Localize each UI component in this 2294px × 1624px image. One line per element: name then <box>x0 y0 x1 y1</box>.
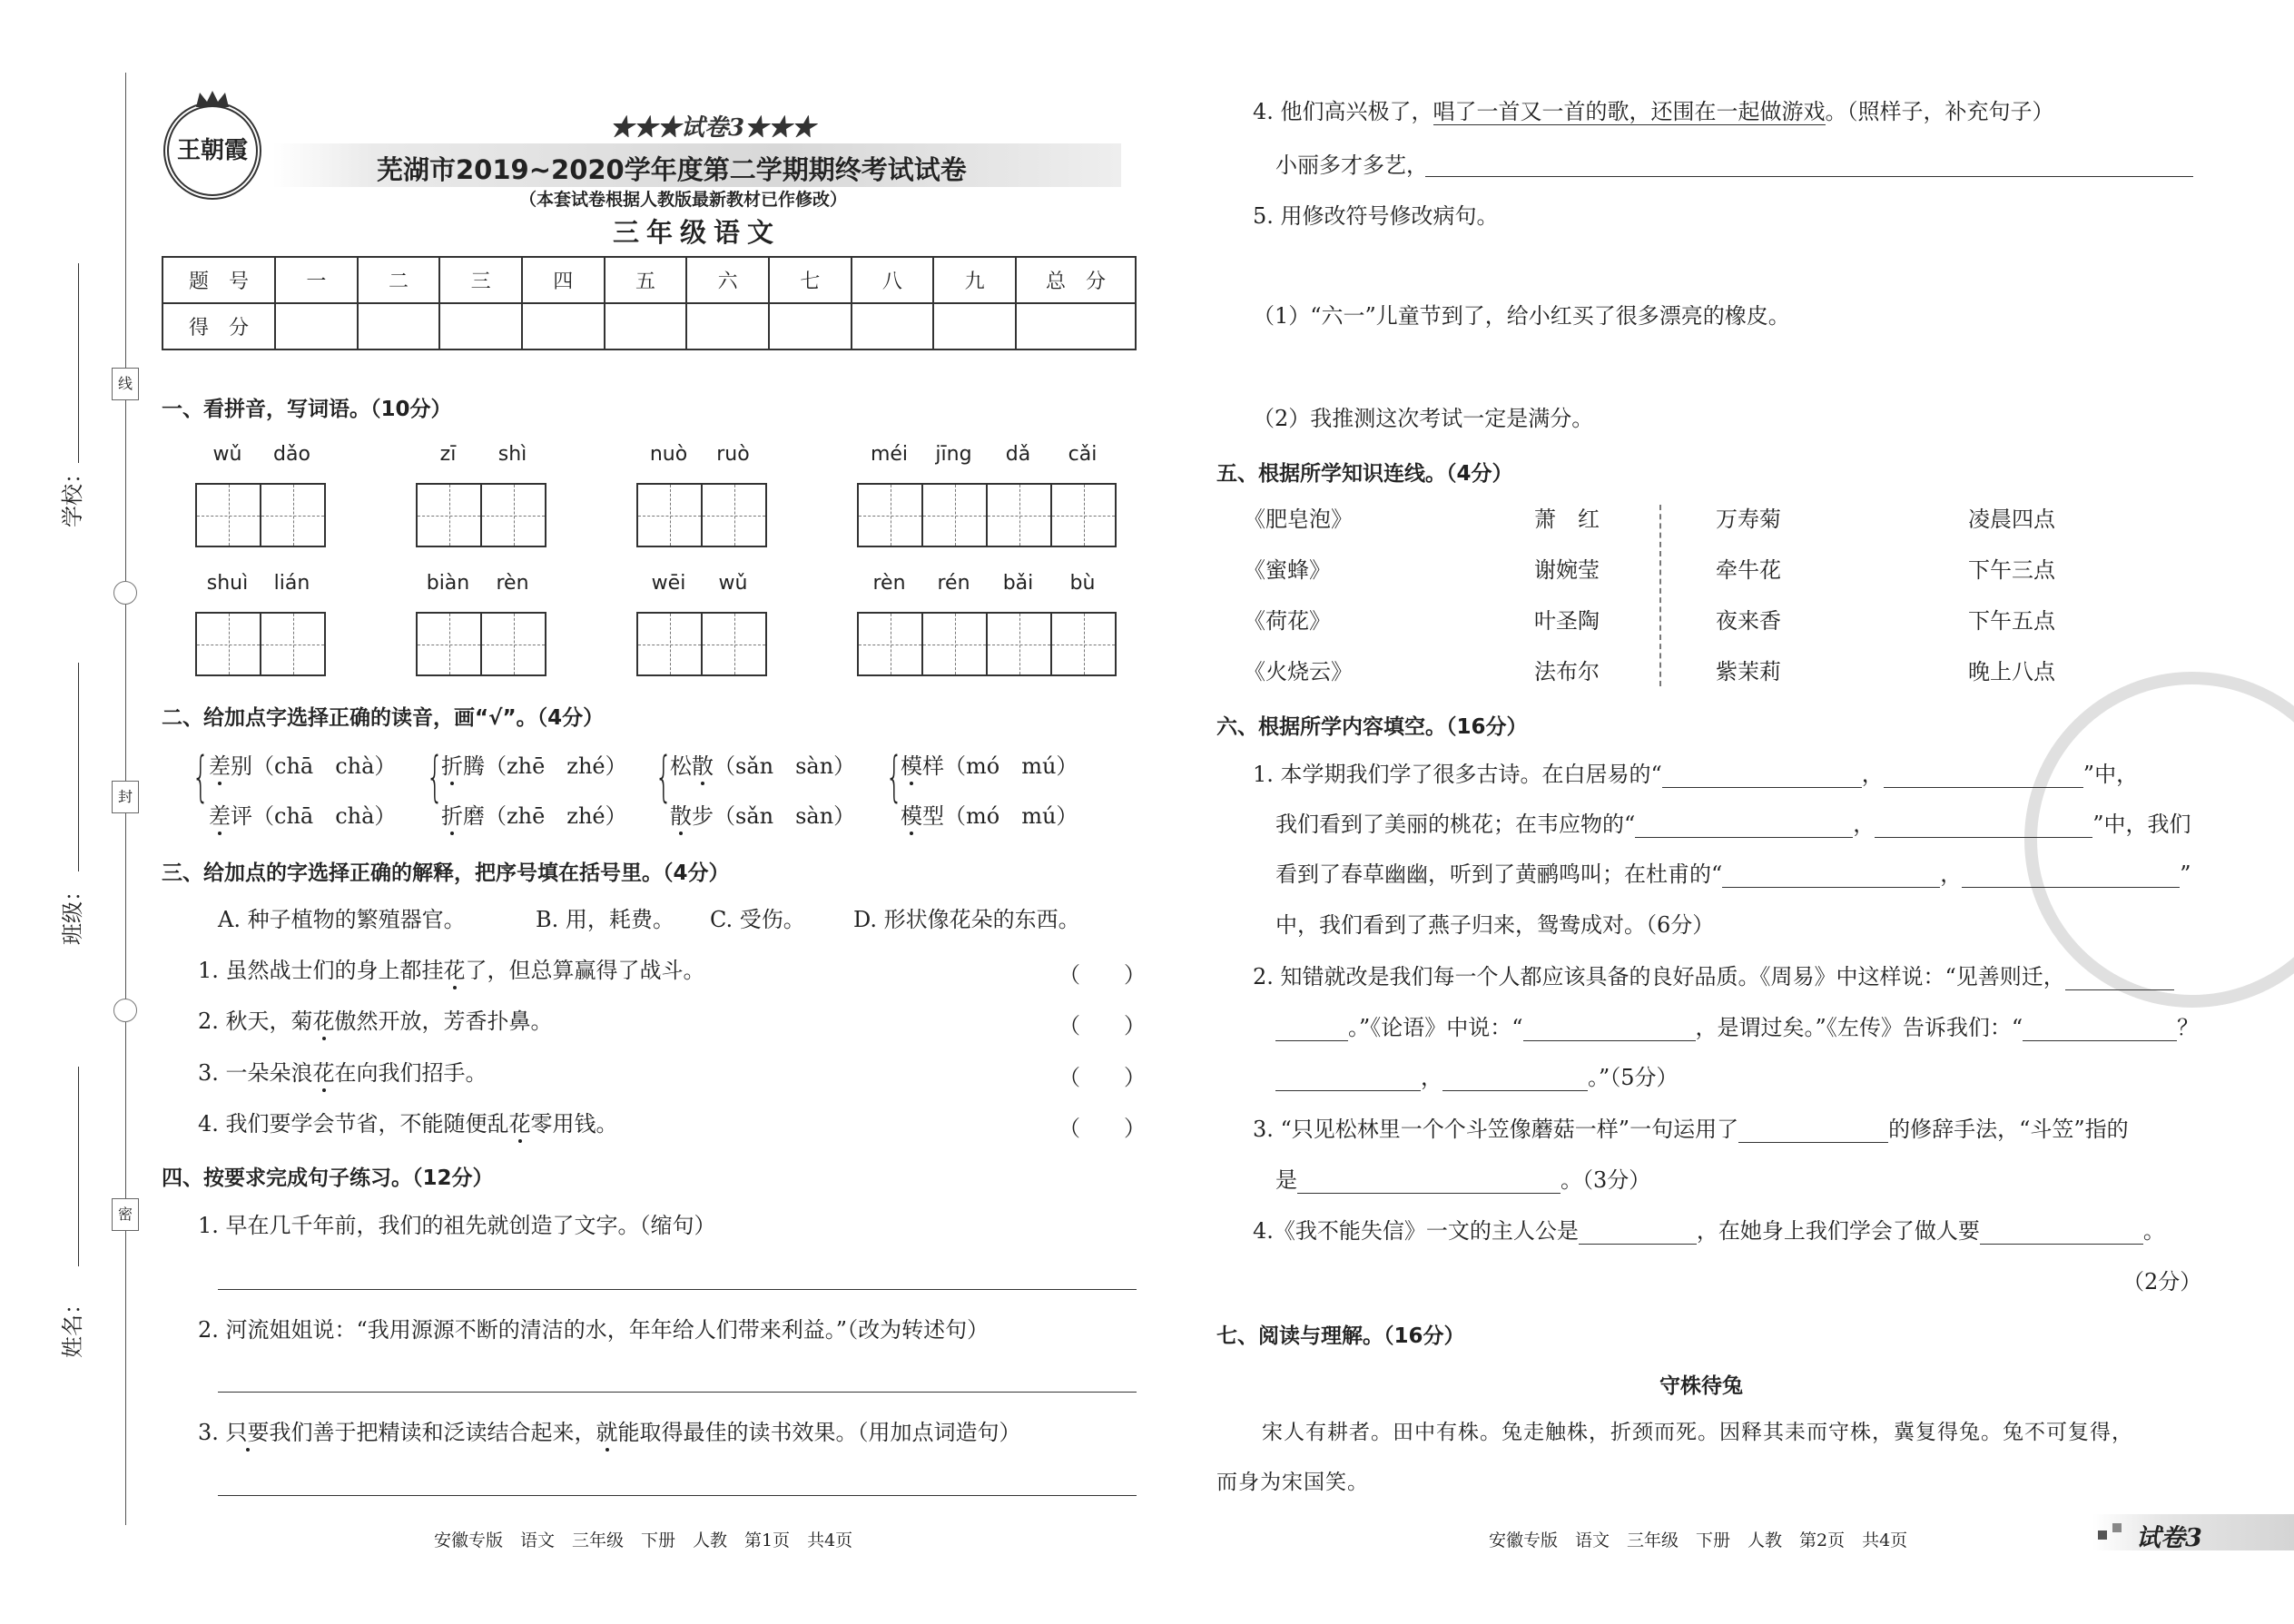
answer-parens[interactable]: （ ） <box>1058 1065 1146 1090</box>
question-item: 3. 一朵朵浪花在向我们招手。 <box>198 1060 487 1086</box>
match-item[interactable]: 《蜜蜂》 <box>1244 557 1331 583</box>
section-1-heading: 一、看拼音，写词语。（10分） <box>162 398 452 421</box>
score-table: 题 号 一 二 三 四 五 六 七 八 九 总 分 得 分 <box>162 256 1137 350</box>
cut-mark-3: 密 <box>112 1198 139 1231</box>
match-item[interactable]: 牵牛花 <box>1716 557 1781 583</box>
score-cell[interactable] <box>522 303 605 349</box>
answer-parens[interactable]: （ ） <box>1058 1116 1146 1141</box>
writing-box[interactable] <box>197 485 261 546</box>
question-item: 3. 只要我们善于把精读和泛读结合起来，就能取得最佳的读书效果。（用加点词造句） <box>198 1420 1021 1445</box>
brace: { <box>192 745 210 809</box>
pinyin-group: biàn rèn <box>416 572 546 676</box>
cut-mark-1: 线 <box>112 368 139 400</box>
match-item[interactable]: 万寿菊 <box>1716 507 1781 532</box>
class-field: 班级： <box>56 663 93 944</box>
writing-box[interactable] <box>638 614 703 674</box>
score-cell[interactable] <box>605 303 687 349</box>
confidential-stamp <box>2024 672 2294 1008</box>
writing-box[interactable] <box>703 614 765 674</box>
tab-label: 试卷3 <box>2136 1524 2202 1552</box>
section-3-heading: 三、给加点的字选择正确的解释，把序号填在括号里。（4分） <box>162 861 730 885</box>
question-item: 2. 知错就改是我们每一个人都应该具备的良好品质。《周易》中这样说：“见善则迁， <box>1253 963 2174 990</box>
writing-box[interactable] <box>1052 614 1115 674</box>
brace: { <box>885 745 903 809</box>
match-item[interactable]: 紫茉莉 <box>1716 659 1781 684</box>
pinyin-group: rèn rén bǎi bù <box>857 572 1117 676</box>
question-item: 2. 河流姐姐说：“我用源源不断的清洁的水，年年给人们带来利益。”（改为转述句） <box>198 1317 989 1343</box>
pinyin-group: zī shì <box>416 443 546 547</box>
footer-right: 安徽专版 语文 三年级 下册 人教 第2页 共4页 <box>1489 1530 1908 1550</box>
answer-parens[interactable]: （ ） <box>1058 1013 1146 1038</box>
answer-line[interactable] <box>1425 176 2193 177</box>
writing-box[interactable] <box>261 485 324 546</box>
section-4-heading: 四、按要求完成句子练习。（12分） <box>162 1166 494 1190</box>
match-item[interactable]: 晚上八点 <box>1968 659 2055 684</box>
writing-box[interactable] <box>197 614 261 674</box>
question-item: 4. 我们要学会节省，不能随便乱花零用钱。 <box>198 1111 618 1137</box>
match-item[interactable]: 夜来香 <box>1716 608 1781 634</box>
match-item[interactable]: 《肥皂泡》 <box>1244 507 1353 532</box>
passage-title: 守株待兔 <box>1659 1374 1743 1398</box>
reading-option[interactable]: 差评（chā chà） <box>209 803 397 829</box>
subject-title: 三年级语文 <box>613 217 782 248</box>
question-item: 1. 本学期我们学了很多古诗。在白居易的“ ， ”中， <box>1253 762 2139 787</box>
score-cell[interactable] <box>686 303 769 349</box>
writing-box[interactable] <box>703 485 765 546</box>
option-a: A. 种子植物的繁殖器官。 <box>218 907 466 932</box>
answer-line[interactable] <box>218 1289 1137 1290</box>
brace: { <box>426 745 444 809</box>
question-item: ， 。”（5分） <box>1275 1064 1679 1091</box>
writing-box[interactable] <box>859 485 923 546</box>
score-cell[interactable] <box>439 303 522 349</box>
question-item: 2. 秋天，菊花傲然开放，芳香扑鼻。 <box>198 1009 553 1034</box>
question-item: 1. 虽然战士们的身上都挂花了，但总算赢得了战斗。 <box>198 958 705 983</box>
footer-left: 安徽专版 语文 三年级 下册 人教 第1页 共4页 <box>434 1530 853 1550</box>
writing-box[interactable] <box>859 614 923 674</box>
paper-label: ★★★试卷3★★★ <box>610 114 816 142</box>
writing-box[interactable] <box>418 485 482 546</box>
section-7-heading: 七、阅读与理解。（16分） <box>1216 1324 1465 1348</box>
question-item: 看到了春草幽幽，听到了黄鹂鸣叫；在杜甫的“ ， ” <box>1275 861 2191 887</box>
option-c: C. 受伤。 <box>710 907 805 932</box>
writing-box[interactable] <box>988 485 1052 546</box>
page-title: 芜湖市2019~2020学年度第二学期期终考试试卷 <box>377 154 967 185</box>
match-item[interactable]: 谢婉莹 <box>1534 557 1600 583</box>
pinyin-group: wēi wǔ <box>636 572 767 676</box>
score-cell[interactable] <box>1016 303 1136 349</box>
score-cell[interactable] <box>358 303 440 349</box>
cut-mark-2: 封 <box>112 781 139 813</box>
option-d: D. 形状像花朵的东西。 <box>853 907 1080 932</box>
question-item: 我们看到了美丽的桃花；在韦应物的“ ， ”中，我们 <box>1275 812 2191 837</box>
section-6-heading: 六、根据所学内容填空。（16分） <box>1216 715 1528 739</box>
match-item[interactable]: 法布尔 <box>1534 659 1600 684</box>
reading-option[interactable]: 松散（sǎn sàn） <box>670 753 856 779</box>
brand-logo: 王朝霞 <box>163 102 261 200</box>
writing-box[interactable] <box>482 485 545 546</box>
option-b: B. 用，耗费。 <box>536 907 674 932</box>
writing-box[interactable] <box>988 614 1052 674</box>
writing-box[interactable] <box>261 614 324 674</box>
writing-box[interactable] <box>418 614 482 674</box>
pinyin-group: wǔ dǎo <box>195 443 326 547</box>
binding-ornament <box>113 999 137 1022</box>
question-item: （1）“六一”儿童节到了，给小红买了很多漂亮的橡皮。 <box>1253 303 1790 329</box>
writing-box[interactable] <box>638 485 703 546</box>
question-item: 4. 他们高兴极了，唱了一首又一首的歌，还围在一起做游戏。（照样子，补充句子） <box>1253 99 2054 124</box>
brace: { <box>655 745 673 809</box>
answer-line[interactable] <box>218 1495 1137 1496</box>
school-field: 学校： <box>56 263 93 527</box>
question-item: （2）我推测这次考试一定是满分。 <box>1253 406 1594 431</box>
writing-box[interactable] <box>923 485 988 546</box>
page-tab <box>2092 1514 2294 1550</box>
fill-prompt: 小丽多才多艺， <box>1275 153 1428 178</box>
score-cell[interactable] <box>852 303 934 349</box>
score-cell[interactable] <box>275 303 358 349</box>
match-item[interactable]: 凌晨四点 <box>1968 507 2055 532</box>
tab-marker <box>2098 1530 2107 1540</box>
question-item: 5. 用修改符号修改病句。 <box>1253 203 1499 229</box>
crown-icon <box>194 89 231 109</box>
reading-option[interactable]: 模样（mó mú） <box>901 753 1078 779</box>
divider <box>1659 505 1661 686</box>
binding-ornament <box>113 581 137 605</box>
pinyin-group: nuò ruò <box>636 443 767 547</box>
writing-box[interactable] <box>482 614 545 674</box>
answer-line[interactable] <box>218 1392 1137 1393</box>
match-item[interactable]: 《火烧云》 <box>1244 659 1353 684</box>
question-item: 4.《我不能失信》一文的主人公是 ，在她身上我们学会了做人要 。 <box>1253 1218 2165 1244</box>
tab-marker <box>2112 1523 2122 1532</box>
reading-option[interactable]: 折腾（zhē zhé） <box>441 753 627 779</box>
answer-parens[interactable]: （ ） <box>1058 962 1146 988</box>
writing-box[interactable] <box>923 614 988 674</box>
reading-option[interactable]: 模型（mó mú） <box>901 803 1078 829</box>
score-cell[interactable] <box>933 303 1016 349</box>
pinyin-group: méi jīng dǎ cǎi <box>857 443 1117 547</box>
question-item: 是 。（3分） <box>1275 1167 1651 1193</box>
question-item: 中，我们看到了燕子归来，鸳鸯成对。（6分） <box>1275 912 1715 938</box>
passage-text: 宋人有耕者。田中有株。兔走触株，折颈而死。因释其耒而守株，冀复得兔。兔不可复得， <box>1262 1421 2133 1444</box>
writing-box[interactable] <box>1052 485 1115 546</box>
score-note: （2分） <box>2122 1269 2202 1294</box>
reading-option[interactable]: 折磨（zhē zhé） <box>441 803 627 829</box>
match-item[interactable]: 下午五点 <box>1968 608 2055 634</box>
reading-option[interactable]: 差别（chā chà） <box>209 753 397 779</box>
question-item: 3. “只见松林里一个个斗笠像蘑菇一样”一句运用了 的修辞手法，“斗笠”指的 <box>1253 1117 2129 1142</box>
section-5-heading: 五、根据所学知识连线。（4分） <box>1216 462 1513 486</box>
reading-option[interactable]: 散步（sǎn sàn） <box>670 803 856 829</box>
match-item[interactable]: 《荷花》 <box>1244 608 1331 634</box>
passage-text: 而身为宋国笑。 <box>1216 1471 1369 1494</box>
pinyin-group: shuì lián <box>195 572 326 676</box>
section-2-heading: 二、给加点字选择正确的读音，画“√”。（4分） <box>162 706 605 730</box>
match-item[interactable]: 下午三点 <box>1968 557 2055 583</box>
score-cell[interactable] <box>769 303 852 349</box>
question-item: 1. 早在几千年前，我们的祖先就创造了文字。（缩句） <box>198 1213 716 1238</box>
page-subtitle: （本套试卷根据人教版最新教材已作修改） <box>519 190 848 210</box>
match-item[interactable]: 萧 红 <box>1534 507 1600 532</box>
question-item: 。”《论语》中说：“ ，是谓过矣。”《左传》告诉我们：“ ？ <box>1275 1014 2199 1041</box>
name-field: 姓名： <box>56 1067 93 1357</box>
match-item[interactable]: 叶圣陶 <box>1534 608 1600 634</box>
